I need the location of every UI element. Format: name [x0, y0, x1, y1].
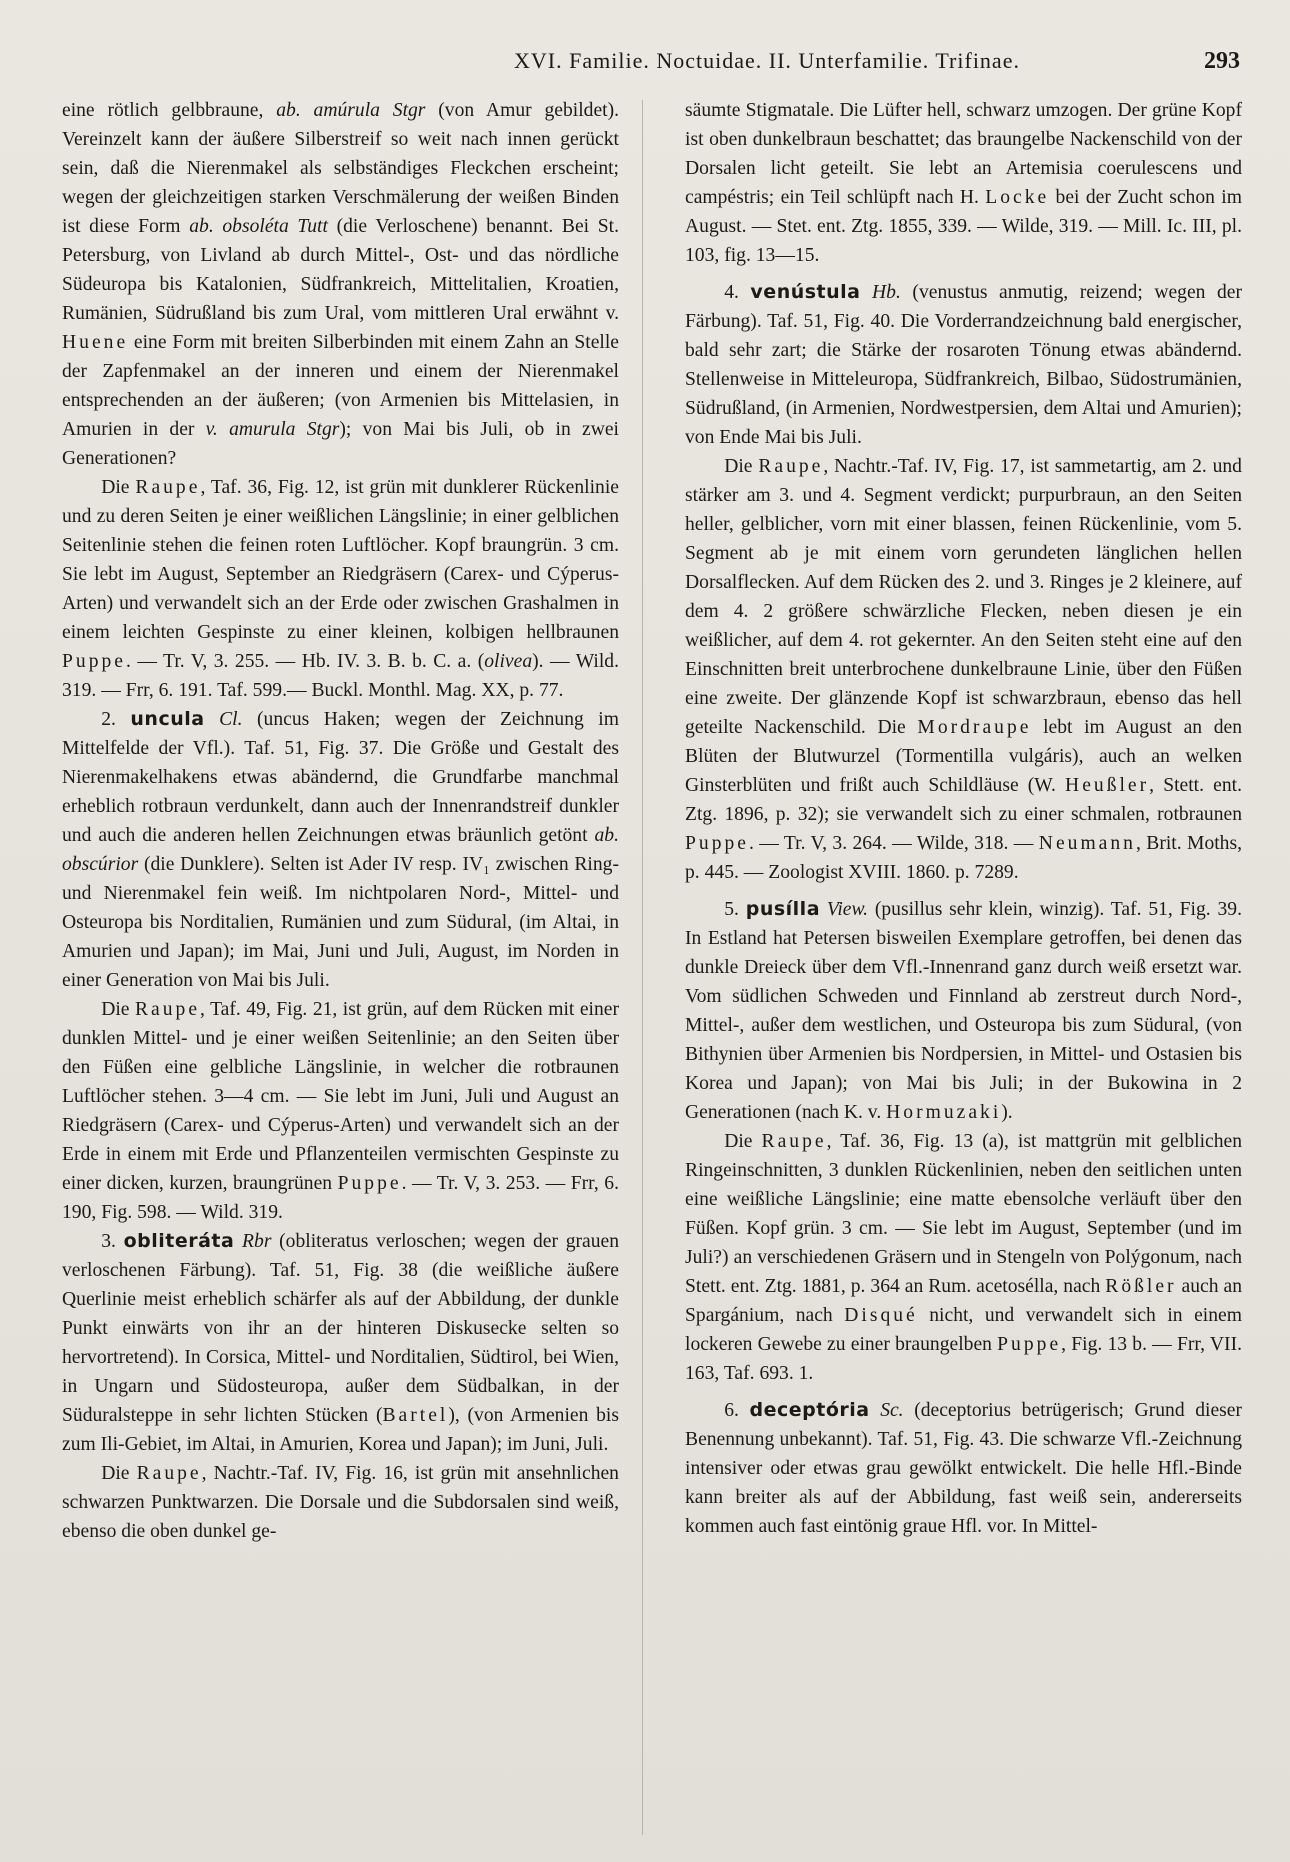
species-name: pusílla: [745, 898, 821, 920]
species-name: venústula: [750, 281, 861, 303]
text-run: , Fig. 13 b. — Frr, VII. 163, Taf. 693. 1.: [685, 1334, 1242, 1384]
text-run: ); von Mai bis Juli, ob in zwei Generationen?: [62, 419, 619, 469]
spaced-term: Puppe: [62, 651, 126, 672]
italic-term: v. amurula Stgr: [205, 419, 340, 440]
italic-term: ab. obscúrior: [62, 825, 619, 875]
spaced-term: Raupe: [134, 999, 201, 1020]
text-run: . — Tr. V, 3. 255. — Hb. IV. 3. B. b. C. a. (: [125, 651, 485, 672]
spaced-name: Locke: [985, 187, 1050, 208]
species-number: 2.: [101, 709, 131, 730]
paragraph: [62, 995, 619, 1227]
spaced-name: Bartel: [382, 1405, 449, 1426]
text-run: Die: [101, 999, 135, 1020]
text-run: Die: [101, 477, 136, 498]
text-run: bei der Zucht schon im August. — Stet. ent. Ztg. 1855, 339. — Wilde, 319. — Mill. Ic. III, pl. 103, fig. 13—15.: [685, 187, 1242, 266]
text-run: , Taf. 49, Fig. 21, ist grün, auf dem Rücken mit einer dunklen Mittel- und je einer weißen Seitenlinie; an den Seiten über den Füßen eine gelbliche Längslinie, in welcher die rotbraunen Luftlöcher stehen. 3—4 cm. — Sie lebt im Juni, Juli und August an Riedgräsern (Carex- und Cýperus-Arten) und verwandelt sich an der Erde in einem mit Erde und Pflanzenteilen vermischten Gespinste zu einer dicken, kurzen, braungrünen: [62, 999, 619, 1194]
spaced-term: Puppe: [997, 1334, 1062, 1355]
text-run: (venustus anmutig, reizend; wegen der Färbung). Taf. 51, Fig. 40. Die Vorderrandzeichnung bald energischer, bald sehr zart; die Stärke der rosaroten Tönung etwas abändernd. Stellenweise in Mitteleuropa, Südfrankreich, Bilbao, Südostrumänien, Südrußland, (in Armenien, Nordwestpersien, dem Altai und Amurien); von Ende Mai bis Juli.: [685, 282, 1243, 448]
species-author: Hb.: [860, 282, 901, 303]
left-column: [62, 96, 619, 1546]
text-run: ).: [1001, 1102, 1013, 1123]
text-run: ), (von Armenien bis zum Ili-Gebiet, im Altai, in Amurien, Korea und Japan); im Juni, Juli.: [62, 1405, 619, 1455]
text-run: ). — Wild. 319. — Frr, 6. 191. Taf. 599.— Buckl. Monthl. Mag. XX, p. 77.: [62, 651, 619, 701]
italic-term: ab. obsoléta Tutt: [189, 216, 328, 237]
text-run: , Taf. 36, Fig. 12, ist grün mit dunklerer Rückenlinie und zu deren Seiten je einer weißlichen Längslinie; in einer gelblichen Seitenlinie stehen die feinen roten Luftlöcher. Kopf braungrün. 3 cm. Sie lebt im August, September an Riedgräsern (Carex- und Cýperus-Arten) und verwandelt sich an der Erde oder zwischen Grashalmen in einem leichten Gespinste zu einer kleinen, kolbigen hellbraunen: [62, 477, 619, 643]
spaced-name: Huene: [62, 332, 129, 353]
text-run: , Brit. Moths, p. 445. — Zoologist XVIII. 1860. p. 7289.: [685, 833, 1243, 883]
text-run: , Nachtr.-Taf. IV, Fig. 16, ist grün mit ansehnlichen schwarzen Punktwarzen. Die Dorsale und die Subdorsalen sind weiß, ebenso die oben dunkel ge-: [62, 1463, 619, 1542]
right-column: [685, 96, 1242, 1546]
species-author: Cl.: [204, 709, 243, 730]
species-number: 4.: [724, 282, 751, 303]
text-run: eine Form mit breiten Silberbinden mit einem Zahn an Stelle der Zapfenmakel an der inneren und einem der Nierenmakel entsprechenden an der äußeren; (von Armenien bis Mittelasien, in Amurien in der: [62, 332, 619, 440]
spaced-name: Rößler: [1105, 1276, 1177, 1297]
text-run: (von Amur gebildet). Vereinzelt kann der äußere Silberstreif so weit nach innen gerückt sein, daß die Nierenmakel als selbständiges Fleckchen erscheint; wegen der gleichzeitigen starken Verschmälerung der weißen Binden ist diese Form: [62, 100, 620, 237]
species-number: 6.: [724, 1400, 750, 1421]
spaced-term: Raupe: [761, 1131, 827, 1152]
spaced-term: Puppe: [337, 1173, 402, 1194]
species-number: 5.: [724, 899, 746, 920]
spaced-term: Puppe: [685, 833, 749, 854]
text-run: Die: [101, 1463, 137, 1484]
text-run: nicht, und verwandelt sich in einem lockeren Gewebe zu einer braungelben: [685, 1305, 1242, 1355]
paragraph: [685, 96, 1242, 270]
text-run: lebt im August an den Blüten der Blutwurzel (Tormentilla vulgáris), auch an welken Ginsterblüten und frißt auch Schildläuse (W.: [685, 717, 1242, 796]
spaced-name: Disqué: [844, 1305, 918, 1326]
spaced-name: Neumann: [1038, 833, 1136, 854]
species-author: Sc.: [869, 1400, 904, 1421]
text-run: . — Tr. V, 3. 253. — Frr, 6. 190, Fig. 598. — Wild. 319.: [62, 1173, 619, 1223]
page-number: 293: [1204, 48, 1240, 74]
text-run: auch an Spargánium, nach: [685, 1276, 1242, 1326]
species-name: deceptória: [749, 1399, 870, 1421]
italic-term: ab. amúrula Stgr: [276, 100, 426, 121]
spaced-name: Heußler: [1065, 775, 1150, 796]
species-author: Rbr: [234, 1231, 272, 1252]
text-run: (pusillus sehr klein, winzig). Taf. 51, Fig. 39. In Estland hat Petersen bisweilen Exemplare getroffen, bei denen das dunkle Dreieck über dem Vfl.-Innenrand ganz durch weiß ersetzt war. Vom südlichen Schweden und Finnland ab zerstreut durch Nord-, Mittel-, außer dem westlichen, und Osteuropa bis zum Südural, (von Bithynien über Armenien bis Nordpersien, in Mittel- und Ostasien bis Korea und Japan); von Mai bis Juli; in der Bukowina in 2 Generationen (nach K. v.: [685, 899, 1242, 1123]
spaced-term: Raupe: [758, 456, 824, 477]
paragraph: [685, 452, 1242, 887]
text-run: . — Tr. V, 3. 264. — Wilde, 318. —: [748, 833, 1039, 854]
spaced-name: Hormuzaki: [886, 1102, 1002, 1123]
species-name: obliteráta: [123, 1230, 235, 1252]
species-entry: [62, 1227, 619, 1459]
text-columns: [62, 96, 1242, 1546]
text-run: Die: [724, 456, 759, 477]
paragraph: [685, 1127, 1242, 1388]
running-head: XVI. Familie. Noctuidae. II. Unterfamilie. Trifinae.: [514, 48, 1020, 73]
page-header: [330, 48, 1240, 88]
text-run: (uncus Haken; wegen der Zeichnung im Mittelfelde der Vfl.). Taf. 51, Fig. 37. Die Größe und Gestalt des Nierenmakelhakens etwas abändernd, die Grundfarbe manchmal erheblich rotbraun verdunkelt, dann auch der Innenrandstreif dunkler und auch die anderen hellen Zeichnungen etwas bräunlich getönt: [62, 709, 619, 846]
paragraph: [62, 1459, 619, 1546]
text-run: (die Verloschene) benannt. Bei St. Petersburg, von Livland ab durch Mittel-, Ost- und das nördliche Südeuropa bis Katalonien, Südfrankreich, Mittelitalien, Kroatien, Rumänien, Südrußland bis zum Ural, vom mittleren Ural erwähnt v.: [62, 216, 619, 324]
text-run: (deceptorius betrügerisch; Grund dieser Benennung unbekannt). Taf. 51, Fig. 43. Die schwarze Vfl.-Zeichnung intensiver oder etwas grau gewölkt entwickelt. Die helle Hfl.-Binde kann breiter als auf der Abbildung, fast weiß sein, andererseits kommen auch fast eintönig graue Hfl. vor. In Mittel-: [685, 1400, 1243, 1537]
text-run: , Nachtr.-Taf. IV, Fig. 17, ist sammetartig, am 2. und stärker am 3. und 4. Segment verdickt; purpurbraun, an den Seiten heller, gelblicher, vorn mit einer blassen, feinen Rückenlinie, vom 5. Segment ab je mit einem vorn gerundeten länglichen hellen Dorsalflecken. Auf dem Rücken des 2. und 3. Ringes je 2 kleinere, auf dem 4. 2 größere schwärzliche Flecken, neben diesen je ein weißlicher, auf dem 4. rot gekernter. An den Seiten steht eine auf den Einschnitten breit unterbrochene dunkelbraune Linie, über den Füßen eine zweite. Der glänzende Kopf ist schwarzbraun, ebenso das hell geteilte Nackenschild. Die: [685, 456, 1242, 738]
text-run: säumte Stigmatale. Die Lüfter hell, schwarz umzogen. Der grüne Kopf ist oben dunkelbraun beschattet; das braungelbe Nackenschild von der Dorsalen licht geteilt. Sie lebt an Artemisia coerulescens und campéstris; ein Teil schlüpft nach H.: [685, 100, 1242, 208]
text-run: eine rötlich gelbbraune,: [62, 100, 277, 121]
spaced-term: Raupe: [136, 1463, 202, 1484]
text-run: (die Dunklere). Selten ist Ader IV resp. IV₁ zwischen Ring- und Nierenmakel fein weiß. Im nichtpolaren Nord-, Mittel- und Osteuropa bis Norditalien, Rumänien und zum Südural, (im Altai, in Amurien und Japan); im Mai, Juni und Juli, August, im Norden in einer Generation von Mai bis Juli.: [62, 854, 619, 991]
text-run: , Taf. 36, Fig. 13 (a), ist mattgrün mit gelblichen Ringeinschnitten, 3 dunklen Rückenlinien, neben den seitlichen unten eine weißliche Längslinie; eine matte ebensolche verläuft über den Füßen. Kopf grün. 3 cm. — Sie lebt im August, September (und im Juli?) an verschiedenen Gräsern und in Stengeln von Polýgonum, nach Stett. ent. Ztg. 1881, p. 364 an Rum. acetosélla, nach: [685, 1131, 1242, 1297]
text-run: , Stett. ent. Ztg. 1896, p. 32); sie verwandelt sich zu einer schmalen, rotbraunen: [685, 775, 1242, 825]
species-entry: [62, 705, 619, 995]
paragraph: [62, 473, 619, 705]
paragraph: [62, 96, 619, 473]
species-name: uncula: [130, 708, 205, 730]
text-run: (obliteratus verloschen; wegen der grauen verloschenen Färbung). Taf. 51, Fig. 38 (die weißliche äußere Querlinie meist erheblich schärfer als auf der Abbildung, der dunkle Punkt einwärts von ihr an der hinteren Diskusecke selten so hervortretend). In Corsica, Mittel- und Norditalien, Südtirol, bei Wien, in Ungarn und Südosteuropa, außer dem Südbalkan, in der Süduralsteppe in sehr lichten Stücken (: [62, 1231, 619, 1426]
species-number: 3.: [101, 1231, 124, 1252]
species-entry: [685, 1396, 1242, 1541]
species-entry: [685, 278, 1242, 452]
italic-term: olivea: [484, 651, 533, 672]
text-run: Die: [724, 1131, 762, 1152]
species-entry: [685, 895, 1242, 1127]
spaced-term: Mordraupe: [917, 717, 1032, 738]
spaced-term: Raupe: [135, 477, 201, 498]
species-author: View.: [820, 899, 869, 920]
